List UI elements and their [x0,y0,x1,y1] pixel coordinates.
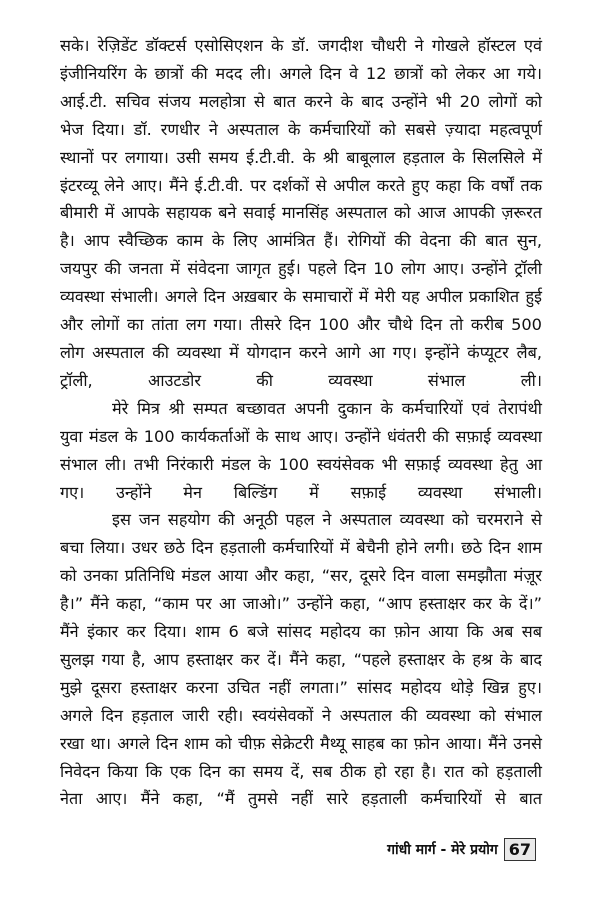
running-title: गांधी मार्ग - मेरे प्रयोग [387,842,498,858]
paragraph-3: इस जन सहयोग की अनूठी पहल ने अस्पताल व्यवस्था को चरमराने से बचा लिया। उधर छठे दिन हड़ताली कर्मचारियों में बेचैनी होने लगी। छठे दिन शाम को उनका प्रतिनिधि मंडल आया और कहा, “सर, दूसरे दिन वाला समझौता मंज़ूर है।” मैंने कहा, “काम पर आ जाओ।” उन्होंने कहा, “आप हस्ताक्षर कर के दें।” मैंने इंकार कर दिया। शाम 6 बजे सांसद महोदय का फ़ोन आया कि अब सब सुलझ गया है, आप हस्ताक्षर कर दें। मैंने कहा, “पहले हस्ताक्षर के हश्र के बाद मुझे दूसरा हस्ताक्षर करना उचित नहीं लगता।” सांसद महोदय थोड़े खिन्न हुए। अगले दिन हड़ताल जारी रही। स्वयंसेवकों ने अस्पताल की व्यवस्था को संभाल रखा था। अगले दिन शाम को चीफ़ सेक्रेटरी मैथ्यू साहब का फ़ोन आया। मैंने उनसे निवेदन किया कि एक दिन का समय दें, सब ठीक हो रहा है। रात को हड़ताली नेता आए। मैंने कहा, “मैं तुमसे नहीं सारे हड़ताली कर्मचारियों से बात [60,510,542,809]
page-footer [387,838,536,861]
paragraph-1: सके। रेज़िडेंट डॉक्टर्स एसोसिएशन के डॉ. जगदीश चौधरी ने गोखले हॉस्टल एवं इंजीनियरिंग के छात्रों की मदद ली। अगले दिन वे 12 छात्रों को लेकर आ गये। आई.टी. सचिव संजय मलहोत्रा से बात करने के बाद उन्होंने भी 20 लोगों को भेज दिया। डॉ. रणधीर ने अस्पताल के कर्मचारियों को सबसे ज़्यादा महत्वपूर्ण स्थानों पर लगाया। उसी समय ई.टी.वी. के श्री बाबूलाल हड़ताल के सिलसिले में इंटरव्यू लेने आए। मैंने ई.टी.वी. पर दर्शकों से अपील करते हुए कहा कि वर्षों तक बीमारी में आपके सहायक बने सवाई मानसिंह अस्पताल को आज आपकी ज़रूरत है। आप स्वैच्छिक काम के लिए आमंत्रित हैं। रोगियों की वेदना की बात सुन, जयपुर की जनता में संवेदना जागृत हुई। पहले दिन 10 लोग आए। उन्होंने ट्रॉली व्यवस्था संभाली। अगले दिन अख़बार के समाचारों में मेरी यह अपील प्रकाशित हुई और लोगों का तांता लग गया। तीसरे दिन 100 और चौथे दिन तो करीब 500 लोग अस्पताल की व्यवस्था में योगदान करने आगे आ गए। इन्होंने कंप्यूटर लैब, ट्रॉली, आउटडोर की व्यवस्था संभाल ली। [60,36,542,390]
page-number: 67 [504,838,536,861]
body-text [60,32,542,813]
paragraph-2: मेरे मित्र श्री सम्पत बच्छावत अपनी दुकान के कर्मचारियों एवं तेरापंथी युवा मंडल के 100 कार्यकर्ताओं के साथ आए। उन्होंने धंवंतरी की सफ़ाई व्यवस्था संभाल ली। तभी निरंकारी मंडल के 100 स्वयंसेवक भी सफ़ाई व्यवस्था हेतु आ गए। उन्होंने मेन बिल्डिंग में सफ़ाई व्यवस्था संभाली। [60,398,542,502]
